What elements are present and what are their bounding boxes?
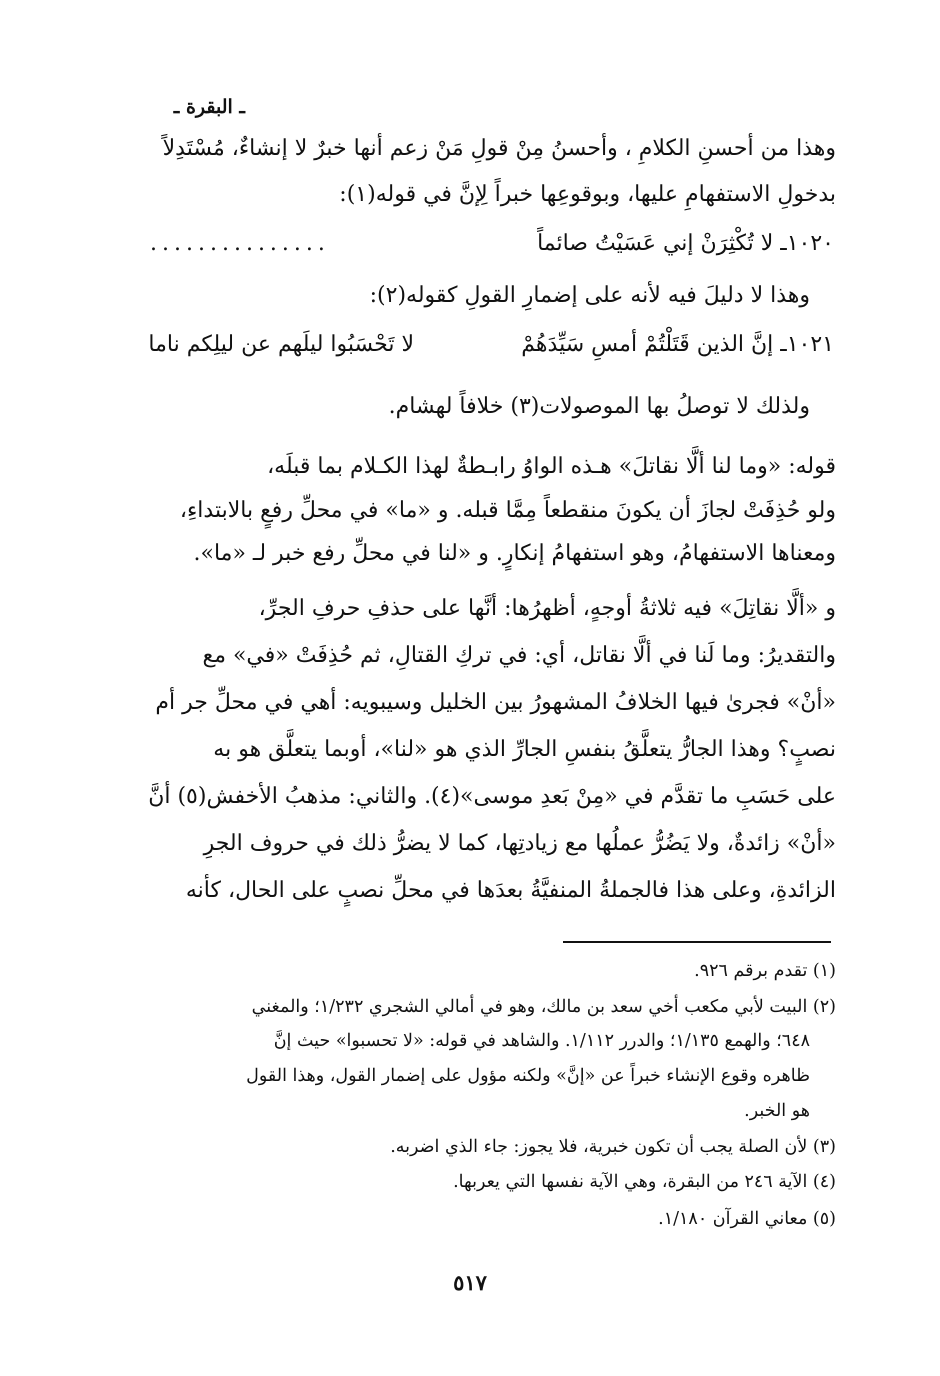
footnote: (١) تقدم برقم ٩٢٦. <box>694 961 836 981</box>
footnote-continuation: ٦٤٨؛ والهمع ١/١٣٥؛ والدرر ١/١١٢. والشاهد في قوله: «لا تحسبوا» حيث إنَّ <box>273 1031 810 1051</box>
text-line: نصبٍ؟ وهذا الجارُّ يتعلَّقُ بنفسِ الجارِّ الذي هو «لنا»، أوبما يتعلَّق هو به <box>213 737 836 762</box>
running-header: ـ البقرة ـ <box>173 96 245 118</box>
text-line: وهذا من أحسنِ الكلامِ ، وأحسنُ مِنْ قولِ مَنْ زعم أنها خبرٌ لا إنشاءٌ، مُسْتَدِلاً <box>162 136 836 161</box>
text-line: وهذا لا دليلَ فيه لأنه على إضمارِ القولِ كقوله(٢): <box>369 283 810 308</box>
page-number: ٥١٧ <box>453 1270 487 1295</box>
text-line: والتقديرُ: وما لَنا في ألَّا نقاتل، أي: في تركِ القتالِ، ثم حُذِفَتْ «في» مع <box>202 643 836 668</box>
footnote: (٥) معاني القرآن ١/١٨٠. <box>658 1209 836 1229</box>
footnote-separator <box>563 941 831 943</box>
verse-first-hemistich: ١٠٢١ـ إنَّ الذين قَتَلْتُمْ أمسِ سَيِّدَهُمْ <box>521 332 834 357</box>
verse-second-hemistich: لا تَحْسَبُوا ليلَهم عن ليلِكم ناما <box>148 332 414 357</box>
footnote: (٤) الآية ٢٤٦ من البقرة، وهي الآية نفسها التي يعربها. <box>453 1172 836 1192</box>
text-line: ولو حُذِفَتْ لجازَ أن يكونَ منقطعاً مِمَّا قبله. و «ما» في محلِّ رفعٍ بالابتداءِ، <box>179 498 836 523</box>
text-line: الزائدةِ، وعلى هذا فالجملةُ المنفيَّةُ بعدَها في محلِّ نصبٍ على الحال، كأنه <box>185 878 836 903</box>
footnote-continuation: هو الخبر. <box>744 1101 810 1121</box>
text-line: «أنْ» فجرىٰ فيها الخلافُ المشهورُ بين الخليل وسيبويه: أهي في محلِّ جر أم <box>155 690 836 715</box>
verse-number-line: ١٠٢٠ـ لا تُكْثِرَنْ إني عَسَيْتُ صائماً <box>537 231 834 256</box>
footnote: (٣) لأن الصلة يجب أن تكون خبرية، فلا يجوز: جاء الذي اضربه. <box>390 1137 836 1157</box>
text-line: و «ألَّا نقاتِلَ» فيه ثلاثةُ أوجهٍ، أظهرُها: أنَّها على حذفِ حرفِ الجرِّ، <box>258 596 836 621</box>
text-line: «أنْ» زائدةٌ، ولا يَضُرُّ عملُها مع زيادتِها، كما لا يضرُّ ذلك في حروف الجرِ <box>203 831 836 856</box>
text-line: ومعناها الاستفهامُ، وهو استفهامُ إنكارٍ. و «لنا في محلِّ رفع خبر لـ «ما». <box>193 541 836 566</box>
text-line: قوله: «وما لنا ألَّا نقاتلَ» هـذه الواوُ رابـطةٌ لهذا الكـلام بما قبلَه، <box>267 454 836 479</box>
text-line: ولذلك لا توصلُ بها الموصولات(٣) خلافاً لهشام. <box>388 394 810 419</box>
footnote-continuation: ظاهره وقوع الإنشاء خبراً عن «إنَّ» ولكنه مؤول على إضمار القول، وهذا القول <box>246 1066 810 1086</box>
footnote: (٢) البيت لأبي مكعب أخي سعد بن مالك، وهو في أمالي الشجري ١/٢٣٢؛ والمغني <box>251 997 836 1017</box>
ellipsis-dots: ............... <box>150 231 330 256</box>
text-line: بدخولِ الاستفهامِ عليها، وبوقوعِها خبراً لِإنَّ في قوله(١): <box>339 182 836 207</box>
text-line: على حَسَبِ ما تقدَّم في «مِنْ بَعدِ موسى»(٤). والثاني: مذهبُ الأخفش(٥) أنَّ <box>148 784 836 809</box>
